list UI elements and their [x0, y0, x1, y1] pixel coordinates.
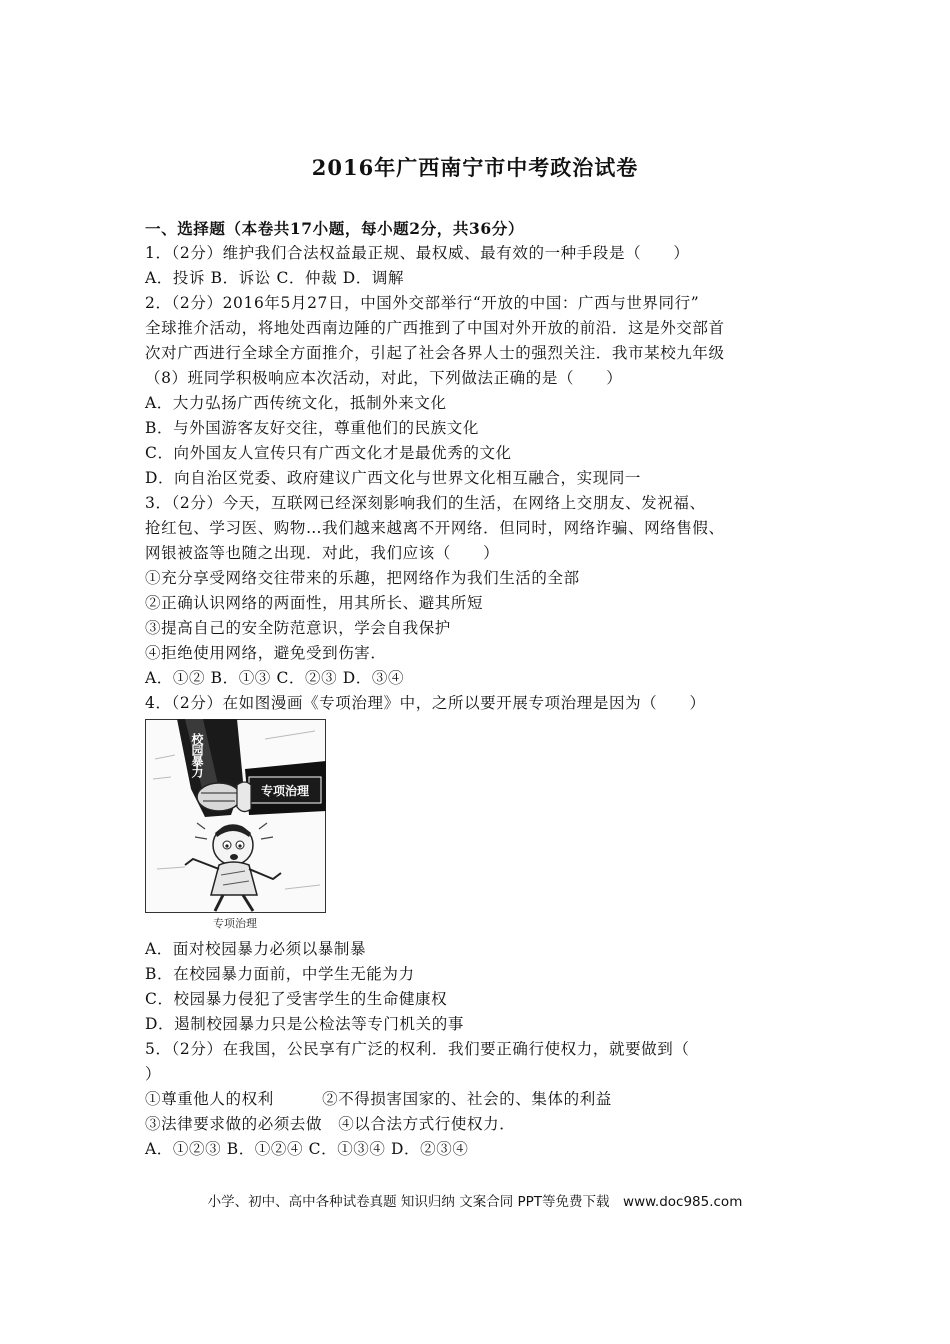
question-4-option-d: D．遏制校园暴力只是公检法等专门机关的事 — [145, 1015, 464, 1033]
question-5-stem-line: ） — [145, 1065, 162, 1083]
question-2-option-b: B．与外国游客友好交往，尊重他们的民族文化 — [145, 419, 479, 437]
question-3-item-1: ①充分享受网络交往带来的乐趣，把网络作为我们生活的全部 — [145, 569, 580, 587]
question-5-options: A．①②③ B．①②④ C．①③④ D．②③④ — [145, 1140, 469, 1158]
sleeve-label: 专项治理 — [260, 784, 310, 798]
question-3-item-3: ③提高自己的安全防范意识，学会自我保护 — [145, 619, 451, 637]
question-5-item-line: ③法律要求做的必须去做 ④以合法方式行使权力． — [145, 1115, 516, 1133]
question-4-stem: 4．（2分）在如图漫画《专项治理》中，之所以要开展专项治理是因为（ ） — [145, 694, 706, 712]
question-3-stem-line: 网银被盗等也随之出现．对此，我们应该（ ） — [145, 544, 500, 562]
question-3-stem-line: 3．（2分）今天，互联网已经深刻影响我们的生活，在网络上交朋友、发祝福、 — [145, 494, 706, 512]
exam-title: 2016年广西南宁市中考政治试卷 — [311, 155, 639, 180]
question-2-option-d: D．向自治区党委、政府建议广西文化与世界文化相互融合，实现同一 — [145, 469, 642, 487]
question-1-stem: 1．（2分）维护我们合法权益最正规、最权威、最有效的一种手段是（ ） — [145, 244, 690, 262]
question-2-stem-line: 全球推介活动，将地处西南边陲的广西推到了中国对外开放的前沿．这是外交部首 — [145, 319, 725, 337]
question-4-option-b: B．在校园暴力面前，中学生无能为力 — [145, 965, 415, 983]
question-3-stem-line: 抢红包、学习医、购物…我们越来越离不开网络．但同时，网络诈骗、网络售假、 — [145, 519, 725, 537]
question-2-stem-line: 2．（2分）2016年5月27日，中国外交部举行“开放的中国：广西与世界同行” — [145, 294, 700, 312]
question-4-option-a: A．面对校园暴力必须以暴制暴 — [145, 940, 367, 958]
question-3-item-4: ④拒绝使用网络，避免受到伤害． — [145, 644, 387, 662]
question-2-option-c: C．向外国友人宣传只有广西文化才是最优秀的文化 — [145, 444, 512, 462]
question-4-option-c: C．校园暴力侵犯了受害学生的生命健康权 — [145, 990, 448, 1008]
cartoon-image — [145, 719, 326, 931]
page-footer: 小学、初中、高中各种试卷真题 知识归纳 文案合同 PPT等免费下载 www.doc985.com — [207, 1194, 743, 1210]
question-2-stem-line: （8）班同学积极响应本次活动，对此，下列做法正确的是（ ） — [145, 369, 623, 387]
section-heading: 一、选择题（本卷共17小题，每小题2分，共36分） — [145, 219, 524, 238]
question-2-stem-line: 次对广西进行全球全方面推介，引起了社会各界人士的强烈关注．我市某校九年级 — [145, 344, 725, 362]
question-3-item-2: ②正确认识网络的两面性，用其所长、避其所短 — [145, 594, 484, 612]
arm-label — [190, 732, 204, 779]
cartoon-caption: 专项治理 — [213, 917, 257, 930]
question-3-options: A．①② B．①③ C．②③ D．③④ — [145, 669, 405, 687]
question-5-item-line: ①尊重他人的权利 ②不得损害国家的、社会的、集体的利益 — [145, 1090, 612, 1108]
question-5-stem-line: 5．（2分）在我国，公民享有广泛的权利．我们要正确行使权力，就要做到（ — [145, 1040, 690, 1058]
svg-text:校园暴力: 校园暴力 — [190, 733, 204, 777]
question-2-option-a: A．大力弘扬广西传统文化，抵制外来文化 — [145, 394, 447, 412]
question-1-options: A．投诉 B．诉讼 C．仲裁 D．调解 — [145, 269, 405, 287]
